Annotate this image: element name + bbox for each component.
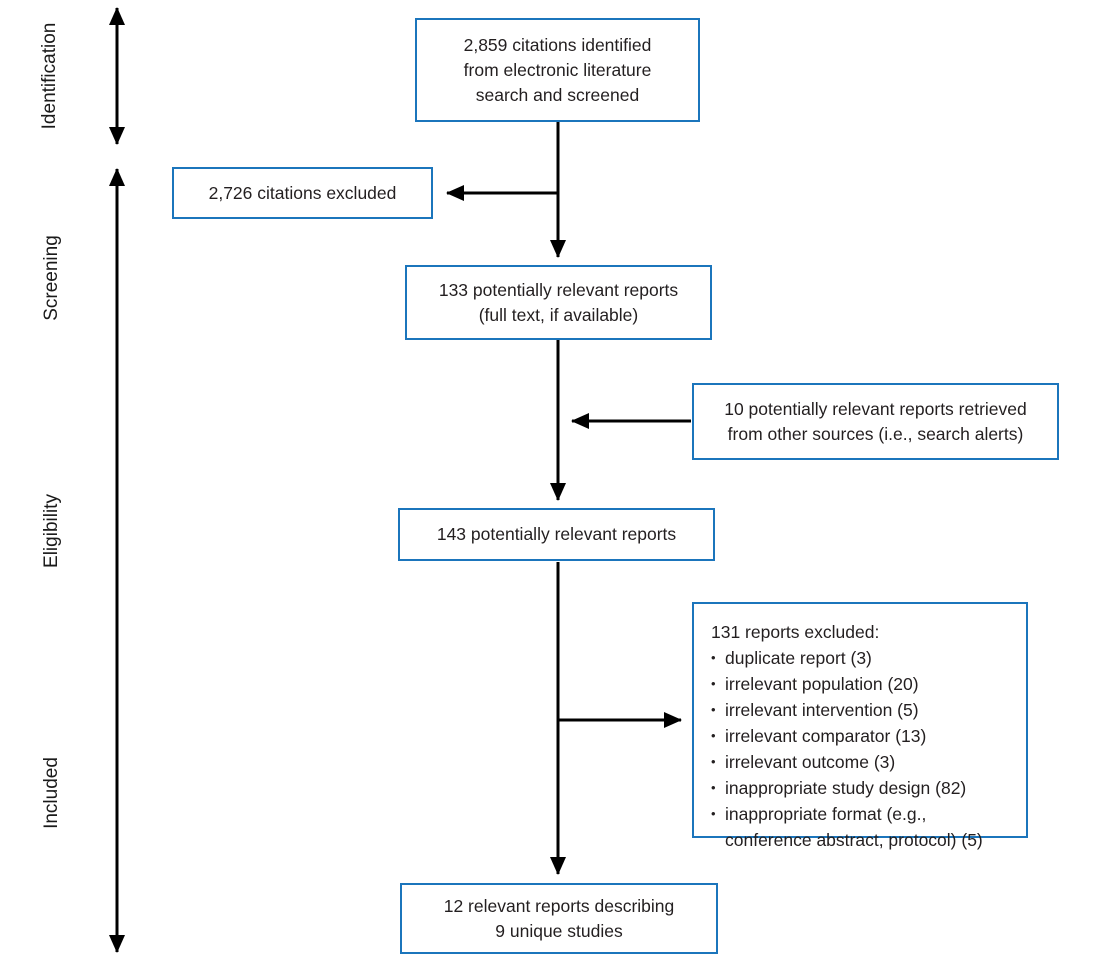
node-text-line: from other sources (i.e., search alerts) bbox=[727, 423, 1024, 444]
node-citations-identified bbox=[415, 18, 700, 122]
node-text-line: from electronic literature bbox=[463, 59, 652, 80]
node-citations-excluded bbox=[172, 167, 433, 219]
reports-excluded-item: • irrelevant outcome (3) bbox=[711, 749, 1008, 775]
reports-excluded-item: • inappropriate study design (82) bbox=[711, 775, 1008, 801]
node-reports-excluded bbox=[692, 602, 1028, 850]
node-included-reports bbox=[400, 883, 718, 954]
node-text-line: 10 potentially relevant reports retrieved bbox=[724, 398, 1027, 419]
node-text-line: (full text, if available) bbox=[478, 304, 639, 325]
node-potentially-relevant-143 bbox=[398, 508, 715, 561]
node-other-sources bbox=[692, 383, 1059, 460]
node-text-line: search and screened bbox=[475, 84, 640, 105]
stage-label-eligibility: Eligibility bbox=[41, 494, 62, 568]
node-text-line: 9 unique studies bbox=[495, 920, 623, 941]
reports-excluded-item: • inappropriate format (e.g., conference abstract, protocol) (5) bbox=[711, 801, 1008, 853]
node-text-line: 143 potentially relevant reports bbox=[436, 524, 677, 544]
stage-label-screening: Screening bbox=[41, 235, 62, 321]
reports-excluded-item: • duplicate report (3) bbox=[711, 645, 1008, 671]
reports-excluded-item: • irrelevant intervention (5) bbox=[711, 697, 1008, 723]
stage-label-identification: Identification bbox=[39, 22, 60, 130]
reports-excluded-title: 131 reports excluded: bbox=[711, 622, 880, 642]
node-text-line: 2,859 citations identified bbox=[463, 34, 652, 55]
reports-excluded-item: • irrelevant population (20) bbox=[711, 671, 1008, 697]
reports-excluded-list bbox=[711, 645, 1008, 853]
node-text-line: 133 potentially relevant reports bbox=[438, 279, 679, 300]
node-potentially-relevant-133 bbox=[405, 265, 712, 340]
stage-label-included: Included bbox=[41, 757, 62, 829]
reports-excluded-item: • irrelevant comparator (13) bbox=[711, 723, 1008, 749]
node-text-line: 12 relevant reports describing bbox=[443, 895, 675, 916]
node-text-line: 2,726 citations excluded bbox=[208, 182, 397, 203]
